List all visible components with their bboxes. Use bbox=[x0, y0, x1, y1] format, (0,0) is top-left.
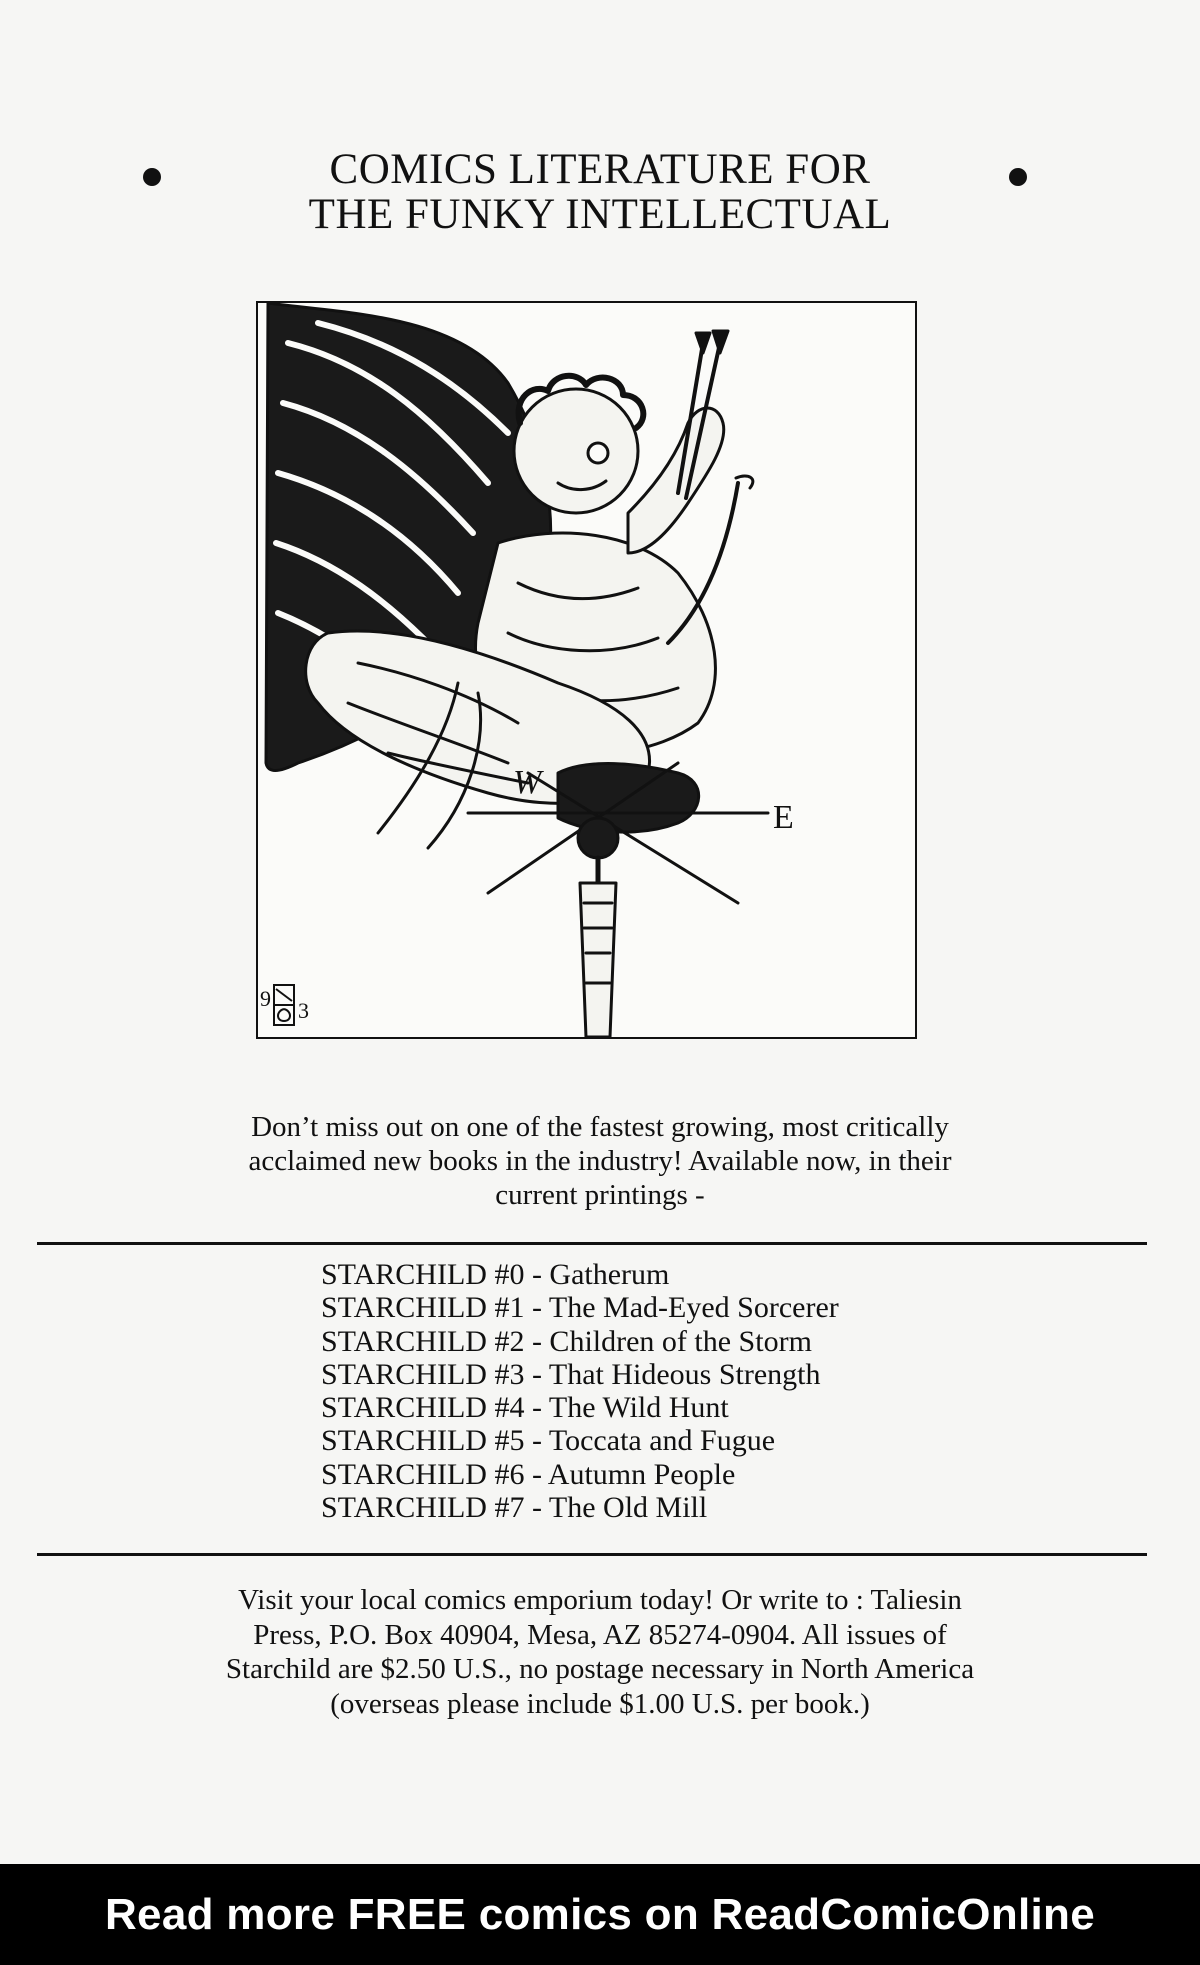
cupid-head bbox=[514, 389, 638, 513]
cupid-weathervane-illustration bbox=[256, 301, 917, 1039]
issue-item: STARCHILD #1 - The Mad-Eyed Sorcerer bbox=[321, 1291, 839, 1325]
issue-item: STARCHILD #4 - The Wild Hunt bbox=[321, 1391, 729, 1425]
issue-item: STARCHILD #5 - Toccata and Fugue bbox=[321, 1424, 776, 1458]
contact-paragraph bbox=[110, 1583, 1090, 1721]
divider-bottom bbox=[37, 1553, 1147, 1556]
svg-text:3: 3 bbox=[298, 998, 309, 1023]
heading-line-2: THE FUNKY INTELLECTUAL bbox=[308, 191, 892, 238]
issue-item: STARCHILD #3 - That Hideous Strength bbox=[321, 1357, 821, 1391]
vane-ball bbox=[578, 818, 618, 858]
contact-line-4: (overseas please include $1.00 U.S. per book.) bbox=[330, 1687, 870, 1720]
artist-signature bbox=[260, 985, 309, 1025]
contact-line-2: Press, P.O. Box 40904, Mesa, AZ 85274-0904. All issues of bbox=[253, 1618, 947, 1651]
intro-line-2: acclaimed new books in the industry! Available now, in their bbox=[248, 1145, 952, 1177]
divider-top bbox=[37, 1242, 1147, 1245]
intro-paragraph bbox=[140, 1110, 1060, 1212]
compass-w-label: W bbox=[513, 764, 542, 801]
svg-text:9: 9 bbox=[260, 986, 271, 1011]
issue-item: STARCHILD #6 - Autumn People bbox=[321, 1457, 736, 1491]
intro-line-1: Don’t miss out on one of the fastest growing, most critically bbox=[251, 1111, 949, 1143]
issue-item: STARCHILD #0 - Gatherum bbox=[321, 1258, 670, 1291]
issue-item: STARCHILD #7 - The Old Mill bbox=[321, 1491, 708, 1525]
promo-banner[interactable]: Read more FREE comics on ReadComicOnline bbox=[0, 1864, 1200, 1965]
contact-line-3: Starchild are $2.50 U.S., no postage necessary in North America bbox=[225, 1653, 975, 1685]
intro-line-3: current printings - bbox=[495, 1179, 705, 1211]
page-heading bbox=[0, 147, 1200, 237]
arm bbox=[628, 408, 724, 553]
compass-e-label: E bbox=[773, 799, 794, 836]
issue-item: STARCHILD #2 - Children of the Storm bbox=[321, 1324, 812, 1358]
heading-line-1: COMICS LITERATURE FOR bbox=[329, 146, 871, 193]
issue-list bbox=[321, 1258, 839, 1524]
contact-line-1: Visit your local comics emporium today! Or write to : Taliesin bbox=[238, 1584, 962, 1616]
